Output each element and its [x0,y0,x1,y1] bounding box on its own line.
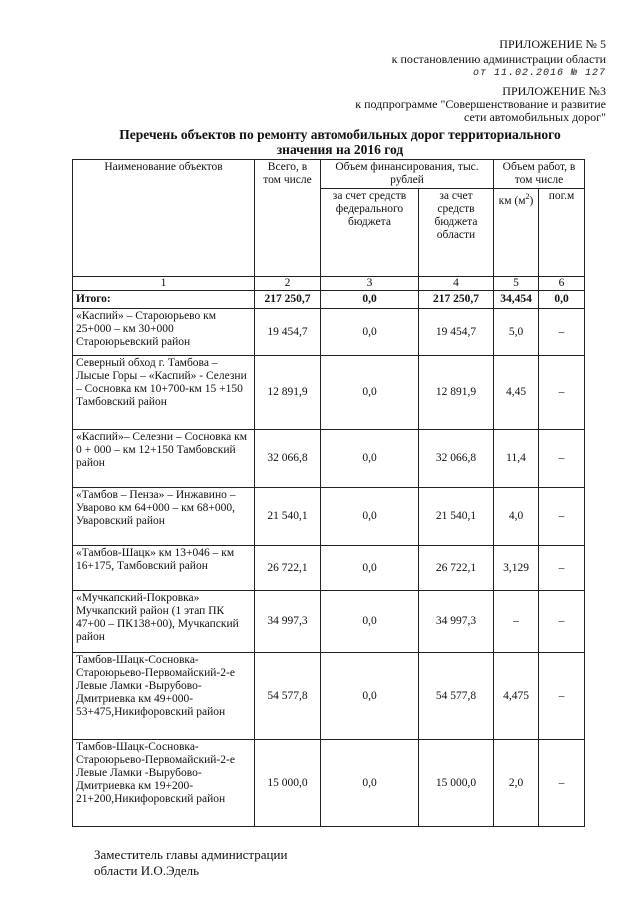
object-name: Тамбов-Шацк-Сосновка-Староюрьево-Первомайский-2-е Левые Ламки -Вырубово-Дмитриевка км 19+200-21+200,Никифоровский район [73,740,255,827]
volume-km: 2,0 [494,740,539,827]
road-repair-table [72,159,585,827]
document-title-line1: Перечень объектов по ремонту автомобильных дорог территориального [119,127,561,142]
volume-pogm: – [539,356,585,430]
table-row [73,356,585,430]
amount-total: 21 540,1 [255,488,321,546]
amount-total: 19 454,7 [255,309,321,356]
amount-federal: 0,0 [321,430,419,488]
total-row [73,291,585,309]
column-number: 6 [539,277,585,291]
object-name: «Мучкапский-Покровка» Мучкапский район (1 этап ПК 47+00 – ПК138+00), Мучкапский район [73,591,255,653]
volume-km: 4,0 [494,488,539,546]
amount-federal: 0,0 [321,309,419,356]
document-title-line2: значения на 2016 год [276,142,404,157]
total-km: 34,454 [494,291,539,309]
table-row [73,740,585,827]
header-regional: за счет средств бюджета области [419,189,494,277]
amount-federal: 0,0 [321,591,419,653]
appendix-3-label: ПРИЛОЖЕНИЕ №3 [502,84,606,98]
amount-regional: 34 997,3 [419,591,494,653]
column-number-row [73,277,585,291]
volume-pogm: – [539,309,585,356]
volume-pogm: – [539,488,585,546]
total-regional: 217 250,7 [419,291,494,309]
object-name: «Тамбов-Шацк» км 13+046 – км 16+175, Тамбовский район [73,546,255,591]
volume-pogm: – [539,430,585,488]
object-name: «Тамбов – Пенза» – Инжавино – Уварово км 64+000 – км 68+000, Уваровский район [73,488,255,546]
volume-km: 4,475 [494,653,539,740]
amount-total: 54 577,8 [255,653,321,740]
header-name: Наименование объектов [73,160,255,277]
header-total: Всего, в том числе [255,160,321,277]
table-row [73,653,585,740]
object-name: Северный обход г. Тамбова – Лысые Горы – «Каспий» - Селезни – Сосновка км 10+700-км 15 +150 Тамбовский район [73,356,255,430]
amount-regional: 15 000,0 [419,740,494,827]
table-row [73,591,585,653]
object-name: «Каспий»– Селезни – Сосновка км 0 + 000 – км 12+150 Тамбовский район [73,430,255,488]
handwritten-date-number: от 11.02.2016 № 127 [472,68,606,79]
volume-km: 11,4 [494,430,539,488]
column-number: 3 [321,277,419,291]
column-number: 5 [494,277,539,291]
column-number: 2 [255,277,321,291]
table-header-row [73,160,585,189]
amount-total: 15 000,0 [255,740,321,827]
volume-pogm: – [539,653,585,740]
amount-total: 26 722,1 [255,546,321,591]
header-federal: за счет средств федерального бюджета [321,189,419,277]
amount-regional: 54 577,8 [419,653,494,740]
amount-federal: 0,0 [321,546,419,591]
volume-km: – [494,591,539,653]
table-row [73,430,585,488]
signatory-title: Заместитель главы администрации [94,847,288,862]
amount-regional: 12 891,9 [419,356,494,430]
amount-regional: 26 722,1 [419,546,494,591]
amount-federal: 0,0 [321,356,419,430]
volume-km: 3,129 [494,546,539,591]
amount-total: 32 066,8 [255,430,321,488]
table-row [73,546,585,591]
volume-km: 5,0 [494,309,539,356]
amount-federal: 0,0 [321,488,419,546]
amount-regional: 21 540,1 [419,488,494,546]
amount-total: 12 891,9 [255,356,321,430]
object-name: «Каспий» – Староюрьево км 25+000 – км 30+000 Староюрьевский район [73,309,255,356]
object-name: Тамбов-Шацк-Сосновка-Староюрьево-Первомайский-2-е Левые Ламки -Вырубово-Дмитриевка км 49+000-53+475,Никифоровский район [73,653,255,740]
subprogram-reference-line1: к подпрограмме "Совершенствование и развитие [355,97,606,111]
header-pogm: пог.м [539,189,585,277]
table-row [73,488,585,546]
volume-km: 4,45 [494,356,539,430]
appendix-5-label: ПРИЛОЖЕНИЕ № 5 [499,37,606,51]
amount-federal: 0,0 [321,740,419,827]
volume-pogm: – [539,740,585,827]
signatory-name: области И.О.Эдель [94,863,200,878]
total-federal: 0,0 [321,291,419,309]
amount-federal: 0,0 [321,653,419,740]
header-km: км $(м^2)$ [494,189,539,277]
table-row [73,309,585,356]
volume-pogm: – [539,591,585,653]
column-number: 4 [419,277,494,291]
subprogram-reference-line2: сети автомобильных дорог" [463,110,606,124]
amount-total: 34 997,3 [255,591,321,653]
total-sum: 217 250,7 [255,291,321,309]
total-pogm: 0,0 [539,291,585,309]
volume-pogm: – [539,546,585,591]
header-funding: Объем финансирования, тыс. рублей [321,160,494,189]
total-label: Итого: [73,291,255,309]
appendix-5-reference: к постановлению администрации области [391,52,606,66]
amount-regional: 32 066,8 [419,430,494,488]
header-volume: Объем работ, в том числе [494,160,585,189]
column-number: 1 [73,277,255,291]
amount-regional: 19 454,7 [419,309,494,356]
